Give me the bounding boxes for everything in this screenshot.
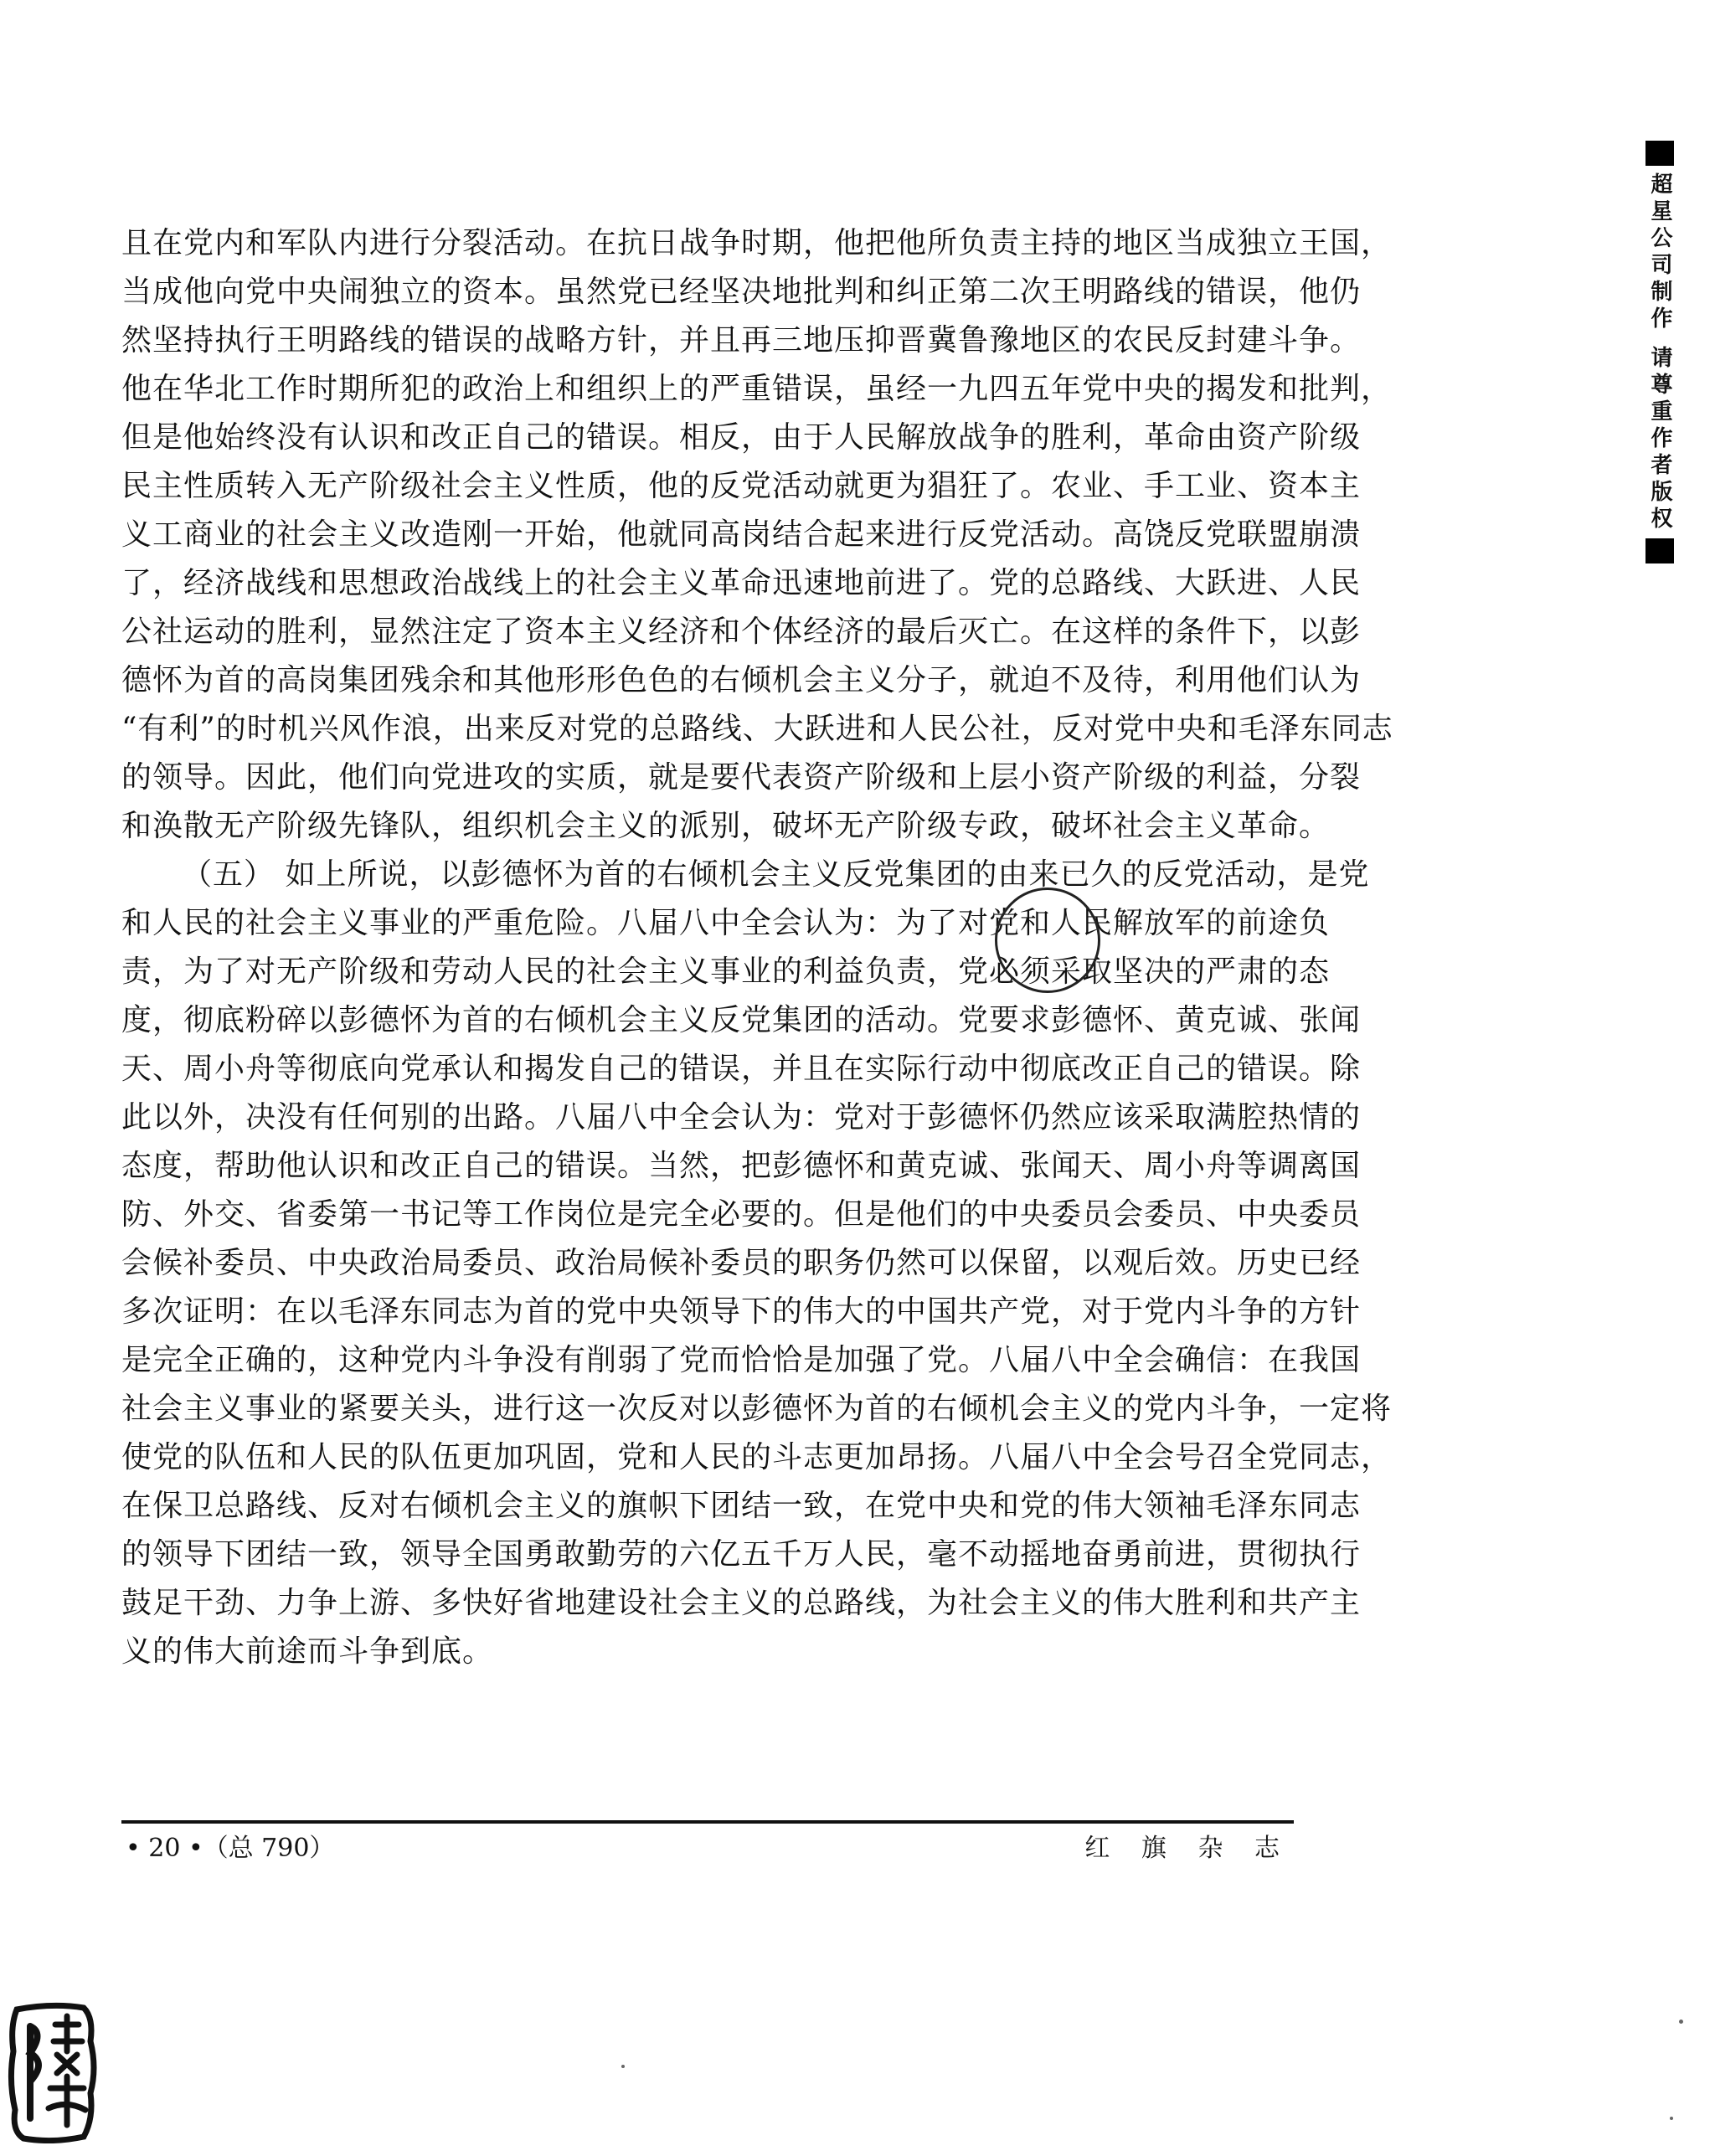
text-line: 是完全正确的，这种党内斗争没有削弱了党而恰恰是加强了党。八届八中全会确信：在我国 — [121, 1343, 1362, 1377]
text-line: 多次证明：在以毛泽东同志为首的党中央领导下的伟大的中国共产党，对于党内斗争的方针 — [121, 1294, 1362, 1329]
text-line: 民主性质转入无产阶级社会主义性质，他的反党活动就更为猖狂了。农业、手工业、资本主 — [121, 469, 1362, 503]
scan-speck — [621, 2065, 625, 2068]
text-line: 当成他向党中央闹独立的资本。虽然党已经坚决地批判和纠正第二次王明路线的错误，他仍 — [121, 275, 1362, 309]
text-line: 鼓足干劲、力争上游、多快好省地建设社会主义的总路线，为社会主义的伟大胜利和共产主 — [121, 1586, 1362, 1620]
text-line: 义工商业的社会主义改造刚一开始，他就同高岗结合起来进行反党活动。高饶反党联盟崩溃 — [121, 517, 1362, 552]
text-line: 但是他始终没有认识和改正自己的错误。相反，由于人民解放战争的胜利，革命由资产阶级 — [121, 420, 1362, 455]
text-line: 态度，帮助他认识和改正自己的错误。当然，把彭德怀和黄克诚、张闻天、周小舟等调离国 — [121, 1149, 1362, 1183]
text-line: 的领导。因此，他们向党进攻的实质，就是要代表资产阶级和上层小资产阶级的利益，分裂 — [121, 760, 1362, 795]
text-line: 他在华北工作时期所犯的政治上和组织上的严重错误，虽经一九四五年党中央的揭发和批判， — [121, 372, 1393, 406]
copyright-notice-text: 超星公司制作 请尊重作者版权 — [1647, 172, 1672, 534]
ink-circle-mark — [995, 888, 1100, 993]
text-line: 使党的队伍和人民的队伍更加巩固，党和人民的斗志更加昂扬。八届八中全会号召全党同志， — [121, 1440, 1393, 1474]
text-line: 公社运动的胜利，显然注定了资本主义经济和个体经济的最后灭亡。在这样的条件下，以彭 — [121, 615, 1362, 649]
text-line: 和涣散无产阶级先锋队，组织机会主义的派别，破坏无产阶级专政，破坏社会主义革命。 — [121, 809, 1331, 843]
text-line: 责，为了对无产阶级和劳动人民的社会主义事业的利益负责，党必须采取坚决的严肃的态 — [121, 955, 1331, 989]
text-line: 会候补委员、中央政治局委员、政治局候补委员的职务仍然可以保留，以观后效。历史已经 — [121, 1246, 1362, 1280]
text-line: 在保卫总路线、反对右倾机会主义的旗帜下团结一致，在党中央和党的伟大领袖毛泽东同志 — [121, 1489, 1362, 1523]
journal-name: 红 旗 杂 志 — [1084, 1834, 1291, 1863]
text-line: 且在党内和军队内进行分裂活动。在抗日战争时期，他把他所负责主持的地区当成独立王国， — [121, 226, 1393, 260]
article-body — [121, 219, 1393, 1676]
text-line: 德怀为首的高岗集团残余和其他形形色色的右倾机会主义分子，就迫不及待，利用他们认为 — [121, 663, 1362, 697]
text-line: 的领导下团结一致，领导全国勇敢勤劳的六亿五千万人民，毫不动摇地奋勇前进，贯彻执行 — [121, 1537, 1362, 1572]
page-number: • 20 •（总 790） — [126, 1834, 335, 1863]
text-line: 义的伟大前途而斗争到底。 — [121, 1634, 494, 1669]
text-line: 防、外交、省委第一书记等工作岗位是完全必要的。但是他们的中央委员会委员、中央委员 — [121, 1197, 1362, 1232]
library-seal-stamp-icon — [7, 2001, 99, 2143]
scan-speck — [1670, 2117, 1673, 2120]
text-line: 了，经济战线和思想政治战线上的社会主义革命迅速地前进了。党的总路线、大跃进、人民 — [121, 566, 1362, 600]
text-line: 度，彻底粉碎以彭德怀为首的右倾机会主义反党集团的活动。党要求彭德怀、黄克诚、张闻 — [121, 1003, 1362, 1037]
text-line: 天、周小舟等彻底向党承认和揭发自己的错误，并且在实际行动中彻底改正自己的错误。除 — [121, 1052, 1362, 1086]
section-five-heading-line: （五） 如上所说，以彭德怀为首的右倾机会主义反党集团的由来已久的反党活动，是党 — [182, 857, 1370, 892]
scan-speck — [1679, 2020, 1683, 2024]
text-line: 社会主义事业的紧要关头，进行这一次反对以彭德怀为首的右倾机会主义的党内斗争，一定将 — [121, 1392, 1393, 1426]
side-bar-bottom-icon — [1645, 538, 1674, 563]
text-line: 然坚持执行王明路线的错误的战略方针，并且再三地压抑晋冀鲁豫地区的农民反封建斗争。 — [121, 323, 1362, 358]
text-line: “有利”的时机兴风作浪，出来反对党的总路线、大跃进和人民公社，反对党中央和毛泽东同志 — [121, 712, 1393, 746]
copyright-side-notice — [1641, 141, 1678, 563]
text-line: 和人民的社会主义事业的严重危险。八届八中全会认为：为了对党和人民解放军的前途负 — [121, 906, 1331, 940]
footer-rule — [121, 1820, 1294, 1824]
side-bar-top-icon — [1645, 141, 1674, 166]
text-line: 此以外，决没有任何别的出路。八届八中全会认为：党对于彭德怀仍然应该采取满腔热情的 — [121, 1100, 1362, 1135]
